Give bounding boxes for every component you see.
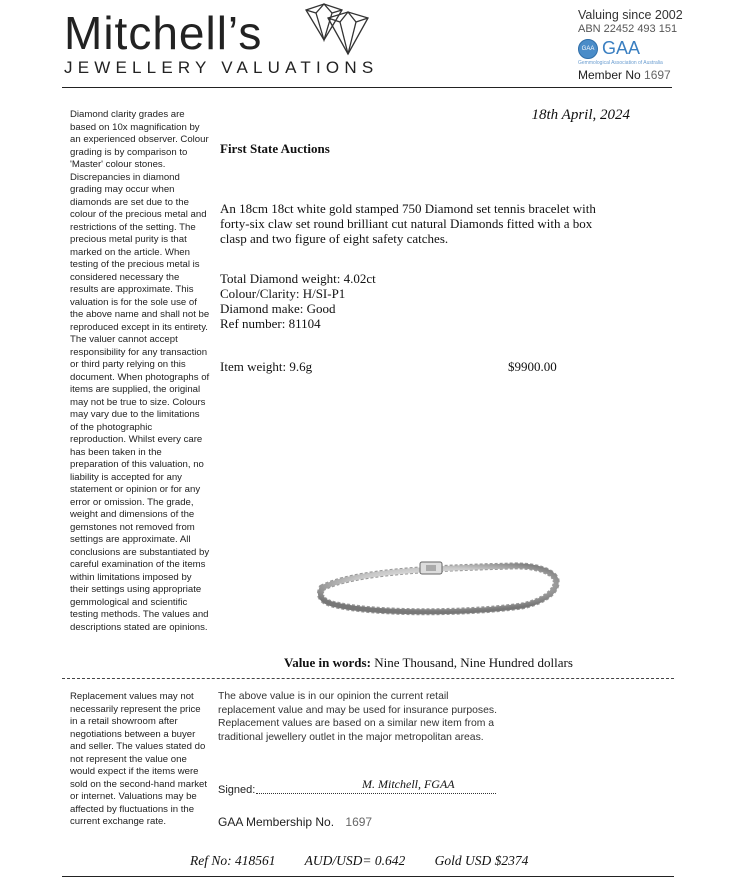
gaa-membership	[218, 815, 372, 829]
gaa-seal-icon: GAA	[578, 39, 598, 59]
gaa-logo-text: GAA	[602, 38, 641, 58]
brand-name: Mitchell’s	[64, 7, 263, 59]
replacement-disclaimer-text: Replacement values may not necessarily represent the price in a retail showroom after negotiations between a buyer and seller. The values stated do not represent the value one would expect if the items were sold on the second-hand market or internet. Valuations may be affected by fluctuations in the current exchange rate.	[70, 691, 208, 827]
gaa-membership-number: 1697	[345, 815, 373, 829]
brand-subtitle: JEWELLERY VALUATIONS	[64, 58, 379, 77]
gaa-membership-label: GAA Membership No.	[218, 815, 335, 829]
gaa-logo	[578, 38, 738, 59]
ref-number: Ref number: 81104	[220, 316, 321, 331]
footer-gold-price: Gold USD $2374	[434, 853, 529, 868]
diamond-make: Diamond make: Good	[220, 301, 336, 316]
signed-label: Signed:	[218, 784, 256, 796]
item-description: An 18cm 18ct white gold stamped 750 Diamond set tennis bracelet with forty-six claw set round brilliant cut natural Diamonds fitted with a box clasp and two figure of eight safety catches.	[220, 201, 596, 246]
signature-line	[256, 793, 496, 794]
disclaimer-text: Diamond clarity grades are based on 10x magnification by an experienced observer. Colour grading is by comparison to 'Master' colour stones. Discrepancies in diamond grading may occur when diamonds are set due to the colour of the precious metal and restrictions of the setting. The precious metal purity is that marked on the article. When testing of the precious metal is considered necessary the results are approximate. This valuation is for the sole use of the above name and shall not be reproduced except in its entirety. The valuer cannot accept responsibility for any transaction or third party relying on this document. When photographs of items are supplied, the original may not be true to size. Colours may vary due to the limitations of the photographic reproduction. Whilst every care has been taken in the preparation of this valuation, no liability is accepted for any statement or opinion or for any error or omission. The grade, weight and dimensions of the gemstones not removed from settings are approximate. All conclusions are substantiated by careful examination of the items within limitations imposed by their settings using appropriate gemmological and scientific testing methods. The values and descriptions stated are opinions.	[70, 109, 210, 633]
valuation-date: 18th April, 2024	[531, 107, 630, 123]
valuer-signature: M. Mitchell, FGAA	[362, 777, 455, 791]
diamond-logo-icon	[296, 0, 372, 58]
value-in-words	[284, 655, 573, 671]
footer-exchange-rate: AUD/USD= 0.642	[304, 853, 406, 868]
abn-number: ABN 22452 493 151	[578, 23, 678, 35]
footer-ref-no: Ref No: 418561	[190, 853, 276, 868]
valuation-price: $9900.00	[508, 359, 557, 374]
member-number	[578, 68, 738, 82]
item-weight: Item weight: 9.6g	[220, 359, 313, 374]
gaa-tagline: Gemmological Association of Australia	[578, 60, 663, 66]
client-name: First State Auctions	[220, 141, 330, 156]
valuing-since: Valuing since 2002	[578, 8, 683, 22]
colour-clarity: Colour/Clarity: H/SI-P1	[220, 286, 346, 301]
member-value: 1697	[644, 68, 671, 82]
bracelet-photo	[312, 558, 562, 620]
section-divider	[62, 678, 674, 679]
member-label: Member No	[578, 68, 641, 82]
value-words-text: Nine Thousand, Nine Hundred dollars	[374, 655, 573, 670]
footer-info	[190, 853, 554, 869]
replacement-statement: The above value is in our opinion the current retail replacement value and may be used for insurance purposes. Replacement values are based on a similar new item from a traditional jewellery outlet in the major metropolitan areas.	[218, 691, 497, 743]
value-words-label: Value in words:	[284, 655, 371, 670]
total-diamond-weight: Total Diamond weight: 4.02ct	[220, 271, 376, 286]
header-divider	[62, 87, 672, 88]
header-credentials	[578, 8, 738, 82]
footer-divider	[62, 876, 674, 877]
diamond-details	[220, 271, 376, 331]
